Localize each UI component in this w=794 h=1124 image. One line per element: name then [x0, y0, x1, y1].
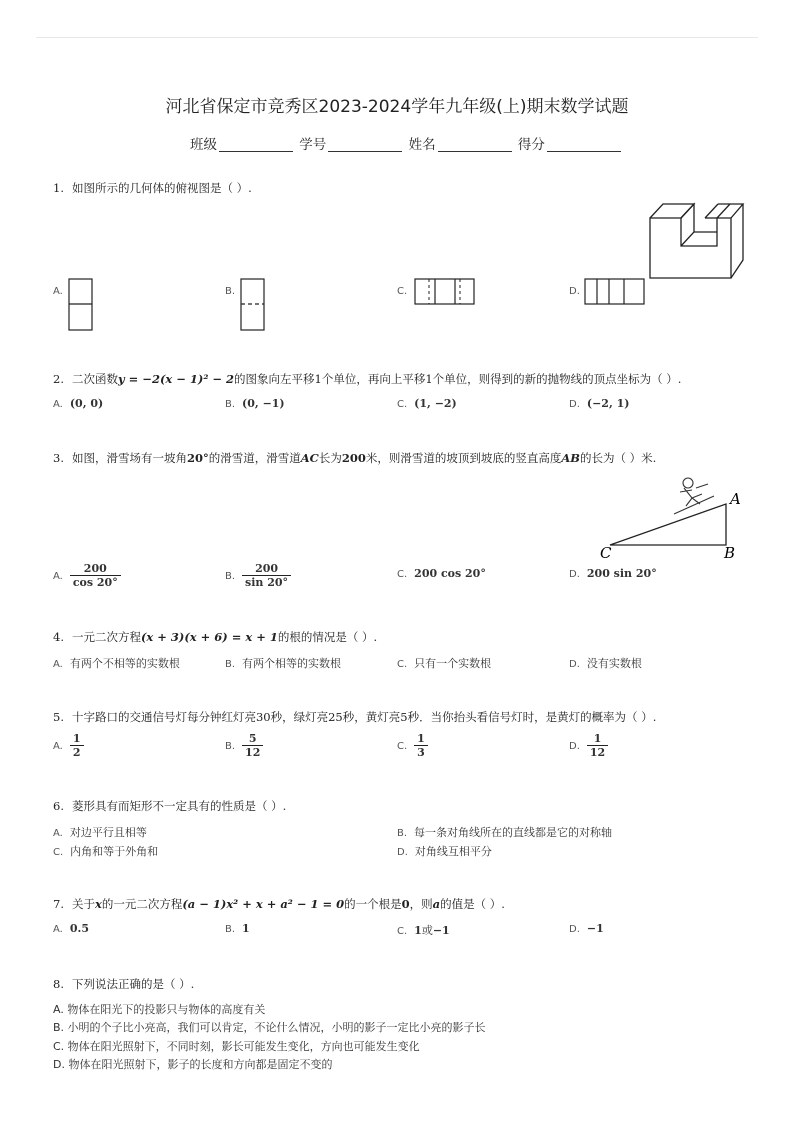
- q3-option-d[interactable]: D. 200 sin 20°: [569, 567, 657, 580]
- q4-option-d[interactable]: D. 没有实数根: [569, 657, 642, 670]
- question-4: 4. 一元二次方程(x + 3)(x + 6) = x + 1的根的情况是（ ）.: [53, 630, 378, 644]
- q1-option-a-figure[interactable]: [68, 278, 94, 332]
- q1-option-b-label: B.: [225, 286, 236, 297]
- score-blank[interactable]: [547, 137, 621, 152]
- q3-option-b[interactable]: B. $\frac{200}{\sin 20^\circ}$: [225, 562, 291, 589]
- q6-option-a[interactable]: A. 对边平行且相等: [53, 826, 147, 839]
- class-label: 班级: [190, 137, 217, 153]
- q4-option-a[interactable]: A. 有两个不相等的实数根: [53, 657, 180, 670]
- question-8: 8. 下列说法正确的是（ ）.: [53, 977, 195, 991]
- question-3: 3. 如图，滑雪场有一坡角20°的滑雪道，滑雪道AC长为200米，则滑雪道的坡顶到坡底的竖直高度AB的长为（ ）米.: [53, 451, 657, 465]
- q8-option-d[interactable]: D. 物体在阳光照射下，影子的长度和方向都是固定不变的: [53, 1058, 333, 1071]
- question-2: 2. 二次函数y = −2(x − 1)² − 2的图象向左平移1个单位，再向上平移1个单位，则得到的新的抛物线的顶点坐标为（ ）.: [53, 372, 682, 386]
- q1-option-b-figure[interactable]: [240, 278, 266, 332]
- score-label: 得分: [517, 137, 545, 153]
- q5-option-d[interactable]: D. $\frac{1}{12}$: [569, 732, 608, 759]
- id-label: 学号: [299, 137, 327, 153]
- q2-expression: y = −2(x − 1)² − 2: [117, 372, 235, 386]
- q3-option-a[interactable]: A. $\frac{200}{\cos 20^\circ}$: [53, 562, 121, 589]
- q7-option-b[interactable]: B. 1: [225, 922, 250, 935]
- q1-option-c-figure[interactable]: [414, 278, 476, 306]
- q8-option-a[interactable]: A. 物体在阳光下的投影只与物体的高度有关: [53, 1003, 266, 1016]
- question-7: 7. 关于x的一元二次方程(a − 1)x² + x + a² − 1 = 0的一个根是0，则a的值是（ ）.: [53, 897, 505, 911]
- q5-option-c[interactable]: C. $\frac{1}{3}$: [397, 732, 428, 759]
- page-title: 河北省保定市竞秀区2023-2024学年九年级(上)期末数学试题: [165, 97, 629, 117]
- fig-label-b: B: [724, 544, 736, 562]
- fig-label-a: A: [730, 490, 741, 508]
- q6-option-d[interactable]: D. 对角线互相平分: [397, 845, 492, 858]
- class-blank[interactable]: [219, 137, 293, 152]
- q5-option-b[interactable]: B. $\frac{5}{12}$: [225, 732, 263, 759]
- id-blank[interactable]: [328, 137, 402, 152]
- q6-option-b[interactable]: B. 每一条对角线所在的直线都是它的对称轴: [397, 826, 613, 839]
- q3-slope-figure: [596, 474, 746, 564]
- q2-option-d[interactable]: D. (−2, 1): [569, 397, 630, 410]
- q8-option-b[interactable]: B. 小明的个子比小亮高，我们可以肯定，不论什么情况，小明的影子一定比小亮的影子长: [53, 1021, 486, 1034]
- q4-option-c[interactable]: C. 只有一个实数根: [397, 657, 492, 670]
- q3-option-c[interactable]: C. 200 cos 20°: [397, 567, 486, 580]
- student-info: [190, 133, 623, 153]
- q1-option-a-label: A.: [53, 286, 63, 297]
- q1-option-c-label: C.: [397, 286, 408, 297]
- q2-option-a[interactable]: A. (0, 0): [53, 397, 104, 410]
- header-rule: [36, 37, 758, 38]
- name-label: 姓名: [408, 137, 436, 153]
- q4-option-b[interactable]: B. 有两个相等的实数根: [225, 657, 342, 670]
- q1-option-d-figure[interactable]: [584, 278, 646, 306]
- question-6: 6. 菱形具有而矩形不一定具有的性质是（ ）.: [53, 799, 287, 813]
- skier-icon: [674, 478, 714, 514]
- q1-option-d-label: D.: [569, 286, 580, 297]
- q8-option-c[interactable]: C. 物体在阳光照射下，不同时刻，影长可能发生变化，方向也可能发生变化: [53, 1040, 420, 1053]
- q7-option-c[interactable]: C. 1或−1: [397, 924, 450, 937]
- q7-option-d[interactable]: D. −1: [569, 922, 604, 935]
- q2-option-c[interactable]: C. (1, −2): [397, 397, 457, 410]
- question-1: 1. 如图所示的几何体的俯视图是（ ）.: [53, 181, 252, 195]
- q1-solid-figure: [645, 198, 745, 280]
- name-blank[interactable]: [438, 137, 512, 152]
- q6-option-c[interactable]: C. 内角和等于外角和: [53, 845, 159, 858]
- q5-option-a[interactable]: A. $\frac{1}{2}$: [53, 732, 84, 759]
- fig-label-c: C: [600, 544, 612, 562]
- q7-option-a[interactable]: A. 0.5: [53, 922, 89, 935]
- q2-option-b[interactable]: B. (0, −1): [225, 397, 285, 410]
- question-5: 5. 十字路口的交通信号灯每分钟红灯亮30秒，绿灯亮25秒，黄灯亮5秒．当你抬头看信号灯时，是黄灯的概率为（ ）.: [53, 710, 657, 724]
- question-1-text: 如图所示的几何体的俯视图是（ ）.: [71, 181, 252, 195]
